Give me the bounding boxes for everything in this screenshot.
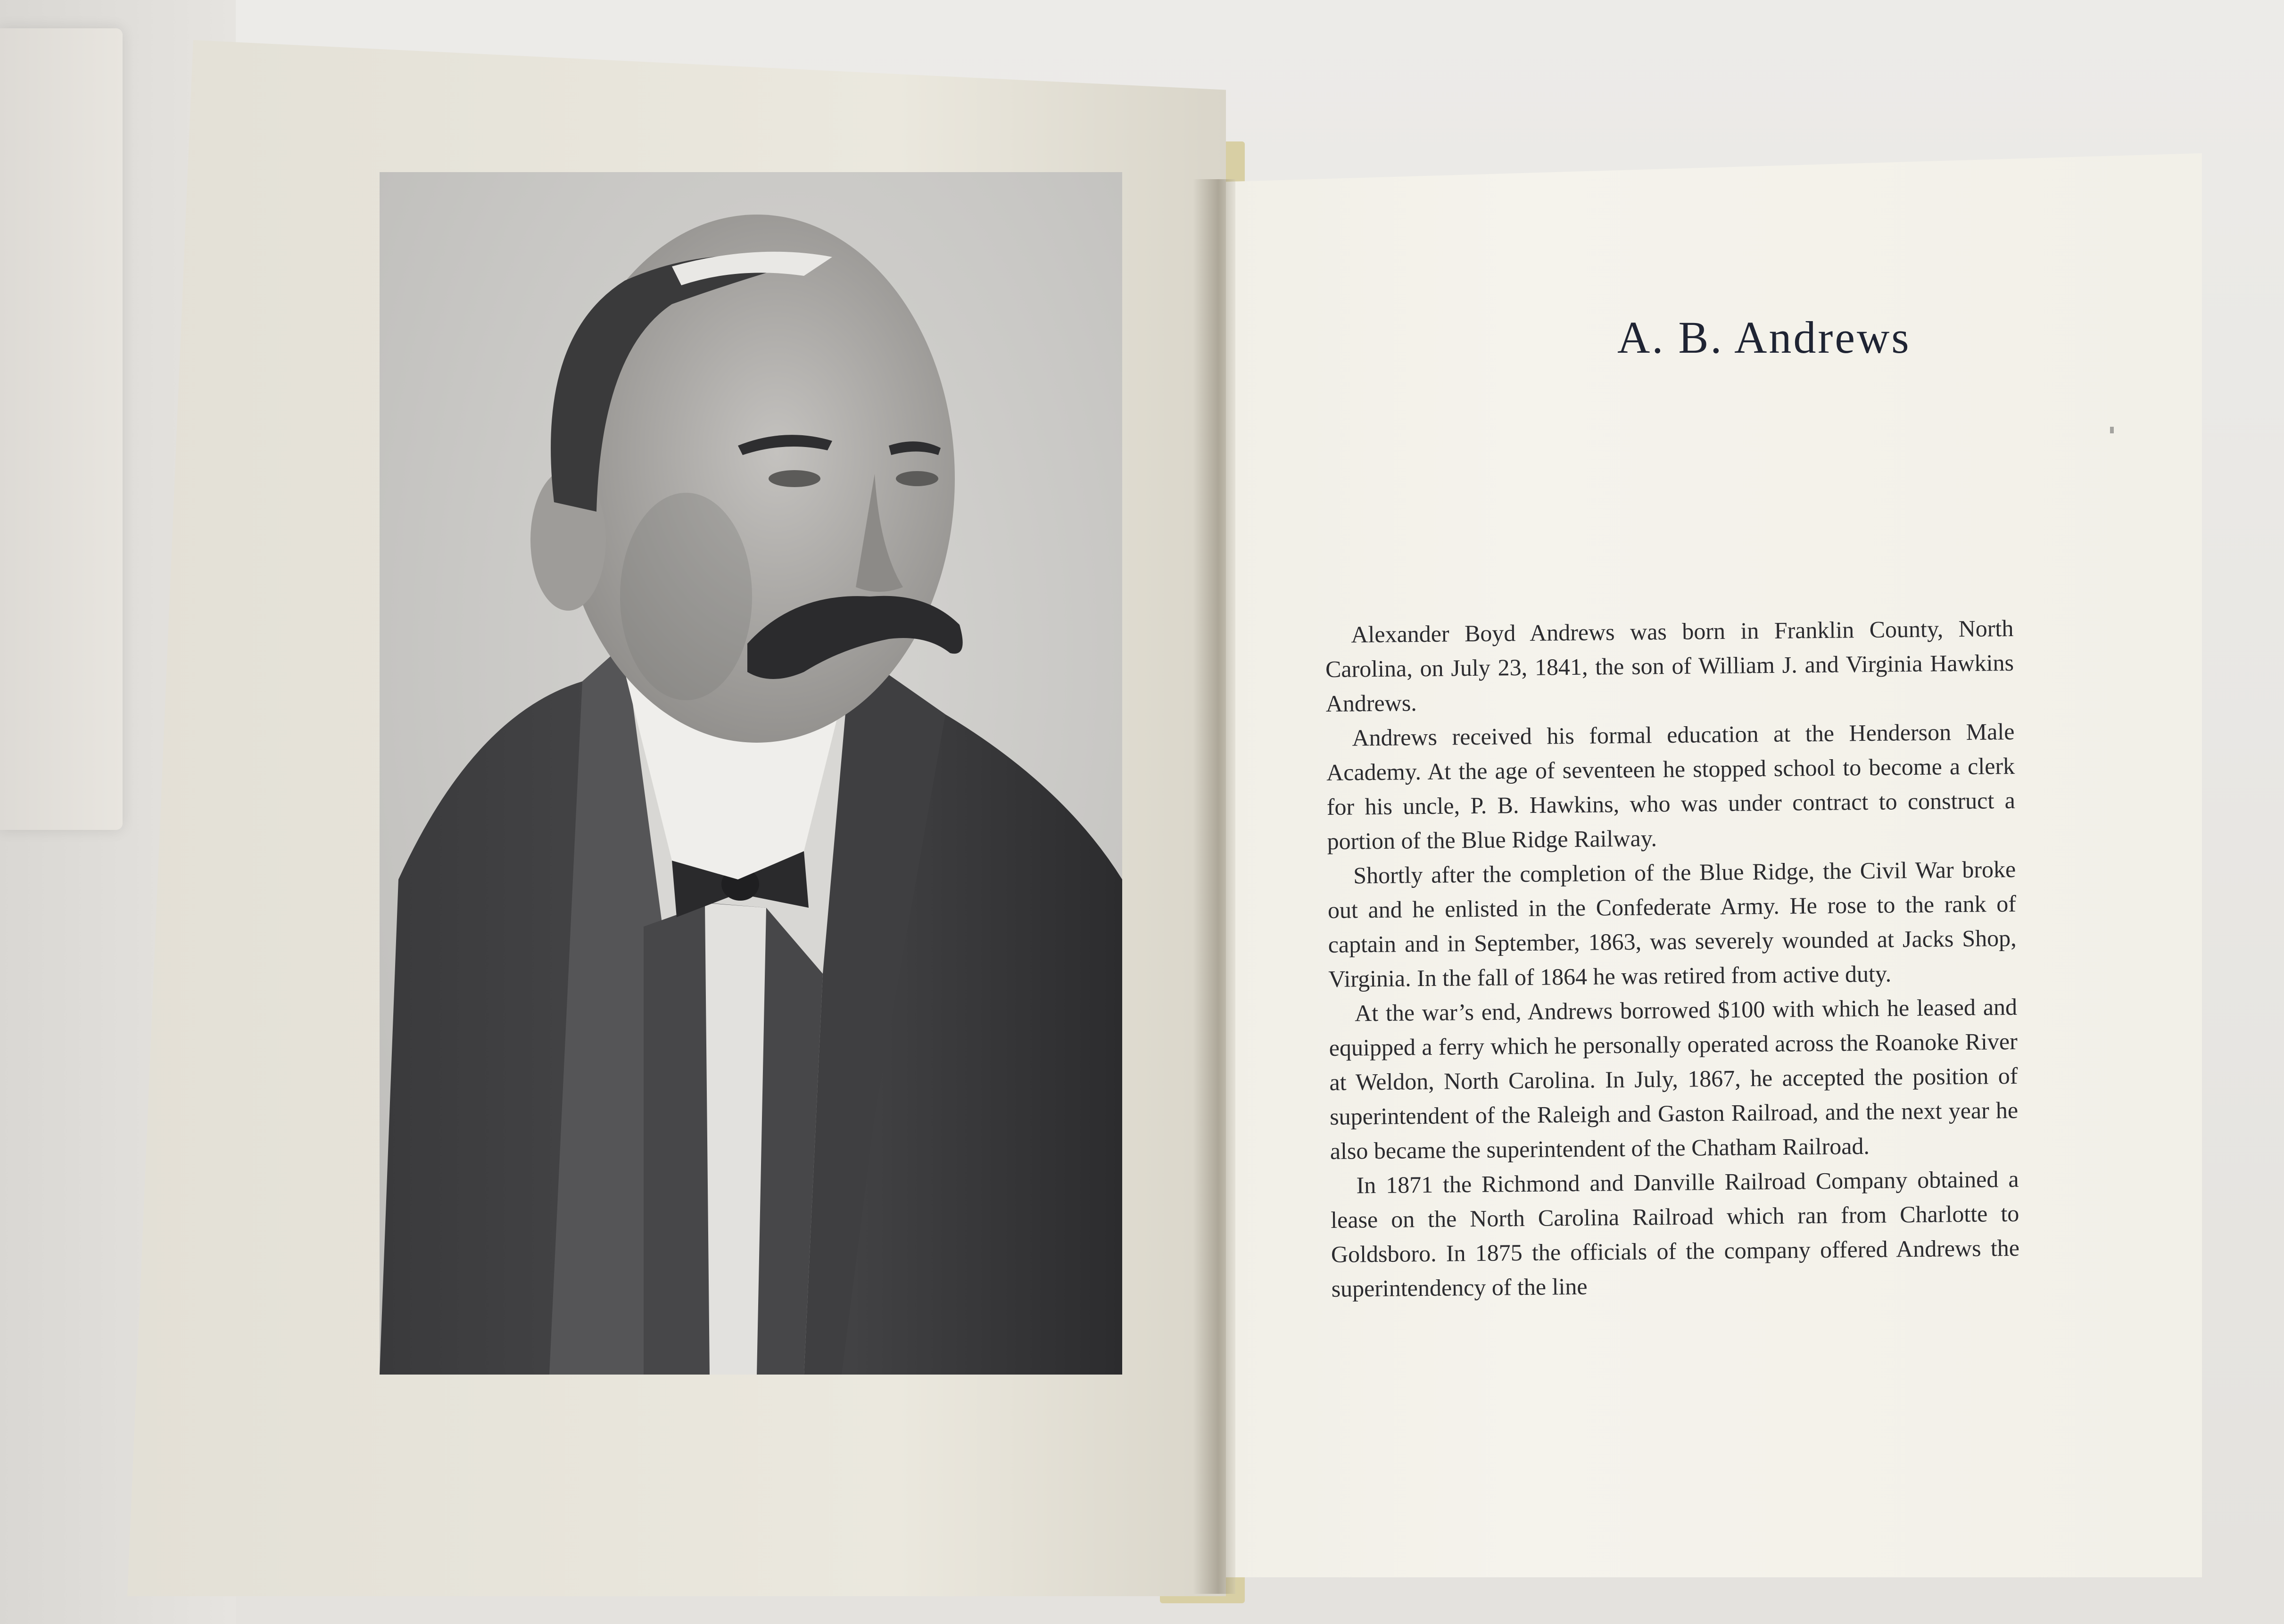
paragraph-civil-war: Shortly after the completion of the Blue Ridge, the Civil War broke out and he enlisted in the Confederate Army. He rose to the rank of captain and in September, 1863, was severely wounded at Jacks Shop, Virginia. In the fall of 1864 he was retired from active duty.	[1327, 855, 2017, 992]
paragraph-ferry: At the war’s end, Andrews borrowed $100 with which he leased and equipped a ferry which he personally operated across the Roanoke River at Weldon, North Carolina. In July, 1867, he accepted the position of superintendent of the Raleigh and Gaston Railroad, and the next year he also became the superintendent of the Chatham Railroad.	[1329, 993, 2019, 1164]
adjacent-book-edge	[0, 28, 123, 830]
paragraph-education: Andrews received his formal education at the Henderson Male Academy. At the age of seventeen he stopped school to become a clerk for his uncle, P. B. Hawkins, who was under contract to construct a portion of the Blue Ridge Railway.	[1326, 718, 2016, 854]
paragraph-railroad: In 1871 the Richmond and Danville Railroad Company obtained a lease on the North Carolina Railroad which ran from Charlotte to Goldsboro. In 1875 the officials of the company offered Andrews the superintendency of the line	[1330, 1165, 2020, 1302]
portrait-engraving	[380, 172, 1122, 1375]
page-title: A. B. Andrews	[1617, 312, 1911, 363]
biography-text	[1325, 611, 2020, 1306]
book-gutter	[1193, 179, 1235, 1594]
paragraph-birth: Alexander Boyd Andrews was born in Franklin County, North Carolina, on July 23, 1841, the son of William J. and Virginia Hawkins Andrews.	[1325, 614, 2014, 717]
page-mark	[2110, 427, 2114, 433]
portrait-illustration	[380, 172, 1122, 1375]
